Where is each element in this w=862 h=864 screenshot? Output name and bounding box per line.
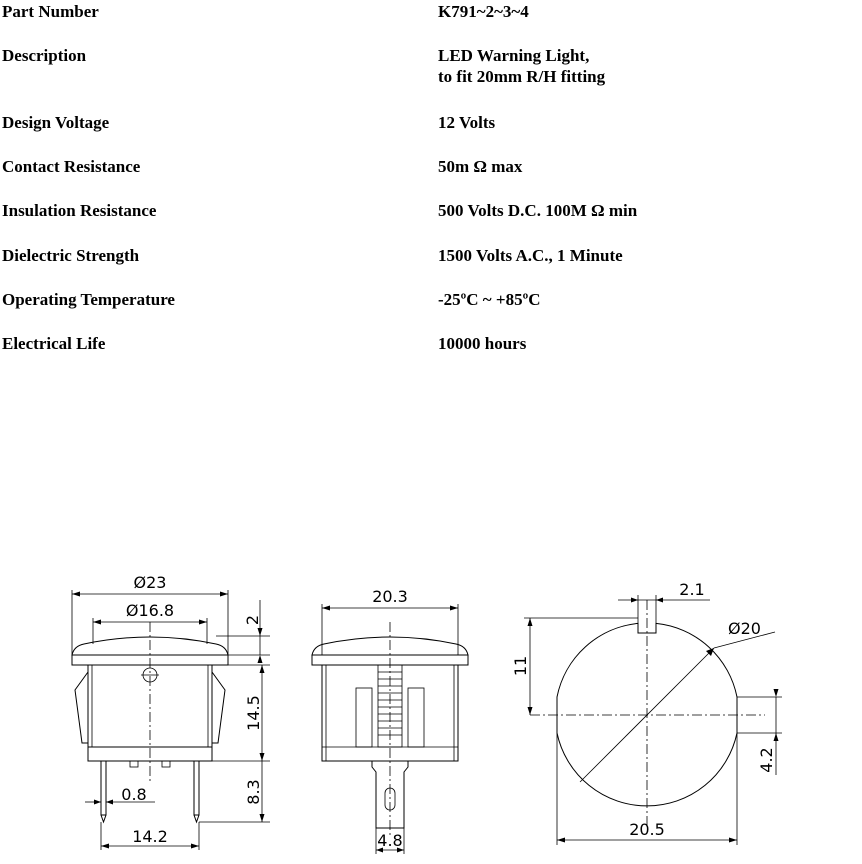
- spec-label: Design Voltage: [2, 113, 110, 132]
- spec-label: Insulation Resistance: [2, 201, 157, 220]
- dim-tab-width: 4.8: [377, 831, 403, 850]
- front-view: [72, 573, 270, 850]
- dim-body-height: 14.5: [244, 695, 263, 731]
- technical-drawing: [0, 560, 862, 864]
- dim-cutout-height: 11: [511, 655, 530, 677]
- spec-value-line2: to fit 20mm R/H fitting: [438, 67, 606, 86]
- spec-label: Contact Resistance: [2, 157, 141, 176]
- panel-cutout-view: [511, 580, 782, 845]
- spec-value: 12 Volts: [438, 113, 496, 132]
- dim-terminal-width: 0.8: [121, 785, 147, 804]
- spec-value: 500 Volts D.C. 100M Ω min: [438, 201, 638, 220]
- spec-label: Electrical Life: [2, 334, 106, 353]
- dim-terminal-spacing: 14.2: [132, 827, 168, 846]
- spec-value: LED Warning Light,: [438, 46, 590, 65]
- spec-value: -25ºC ~ +85ºC: [438, 290, 541, 309]
- spec-label: Operating Temperature: [2, 290, 175, 309]
- spec-value: 50m Ω max: [438, 157, 523, 176]
- spec-value: 1500 Volts A.C., 1 Minute: [438, 246, 623, 265]
- dim-inner-diameter: Ø16.8: [125, 601, 175, 620]
- spec-value: 10000 hours: [438, 334, 527, 353]
- dim-cutout-diameter: Ø20: [728, 619, 761, 638]
- dim-terminal-length: 8.3: [244, 779, 263, 805]
- dim-cutout-width: 20.5: [629, 820, 665, 839]
- dim-side-width: 20.3: [372, 587, 408, 606]
- spec-label: Part Number: [2, 2, 99, 21]
- dim-lens-height: 2: [243, 614, 262, 626]
- dim-outer-diameter: Ø23: [133, 573, 167, 592]
- spec-label: Dielectric Strength: [2, 246, 140, 265]
- dim-notch-width: 2.1: [679, 580, 705, 599]
- spec-label: Description: [2, 46, 87, 65]
- spec-value: K791~2~3~4: [438, 2, 529, 21]
- side-view: [312, 587, 468, 854]
- dim-flat-height: 4.2: [757, 747, 776, 773]
